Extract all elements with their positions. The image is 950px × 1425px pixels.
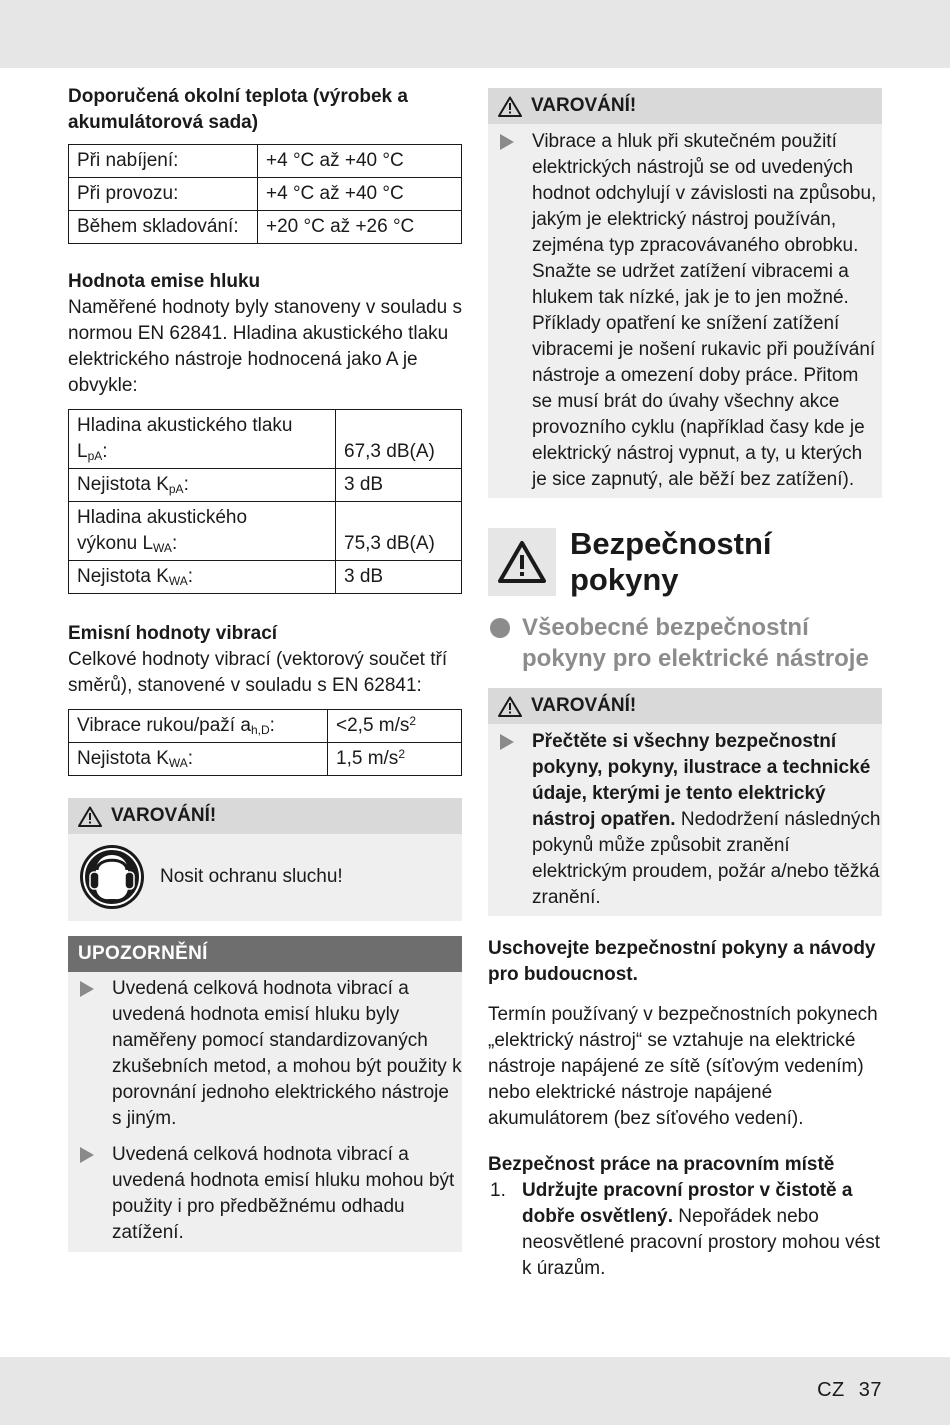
footer-language: CZ [817, 1379, 845, 1401]
table-cell-value: 1,5 $m/s^2$ [328, 743, 462, 776]
vibration-heading: Emisní hodnoty vibrací [68, 623, 278, 644]
vibration-warning-box [488, 88, 882, 498]
read-instructions-warning-box [488, 688, 882, 916]
warning-list [488, 724, 882, 911]
table-cell-label: Nejistota $K_{WA}$: [69, 561, 336, 594]
table-cell-value: 67,3 dB(A) [336, 410, 462, 469]
table-row [69, 502, 462, 561]
left-column [68, 84, 462, 1252]
table-row [69, 178, 462, 211]
workplace-heading: Bezpečnost práce na pracovním místě [488, 1154, 835, 1175]
triangle-bullet-icon [80, 981, 94, 997]
warning-title: VAROVÁNÍ! [531, 95, 637, 116]
page-footer [817, 1377, 882, 1403]
table-cell-value: 75,3 dB(A) [336, 502, 462, 561]
subsection-title: Všeobecné bezpečnostní pokyny pro elektrické nástroje [488, 612, 882, 674]
table-row [69, 561, 462, 594]
warning-triangle-icon [497, 540, 547, 584]
vibration-table [68, 709, 462, 776]
table-cell-value: +20 °C až +26 °C [258, 211, 462, 244]
vibration-text: Celkové hodnoty vibrací (vektorový součet tří směrů), stanovené v souladu s EN 62841: [68, 649, 448, 696]
noise-table [68, 409, 462, 594]
list-item: Přečtěte si všechny bezpečnostní pokyny, pokyny, ilustrace a technické údaje, kterými je tento elektrický nástroj opatřen. Nedodržení následných pokynů může způsobit zranění elektrickým proudem, požár a/nebo těžká zranění. [488, 729, 882, 911]
list-item: Vibrace a hluk při skutečném použití elektrických nástrojů se od uvedených hodnot odchylují v závislosti na způsobu, jakým je elektrický nástroj používán, zejména typ zpracovávaného obrobku. Snažte se udržet zatížení vibracemi a hlukem tak nízké, jak je to jen možné. Příklady opatření ke snížení zatížení vibracemi je nošení rukavic při používání nástroje a omezení doby práce. Přitom se musí brát do úvahy všechny akce provozního cyklu (například časy kde je elektrický nástroj vypnut, a ty, u kterých je sice zapnutý, ale běží bez zatížení). [488, 129, 882, 493]
warning-triangle-icon [498, 96, 522, 117]
table-cell-label: Hladina akustického výkonu $L_{WA}$: [69, 502, 336, 561]
table-cell-label: Při provozu: [69, 178, 258, 211]
table-cell-value: 3 dB [336, 561, 462, 594]
warning-triangle-icon [498, 696, 522, 717]
footer-band [0, 1357, 950, 1425]
table-cell-value: +4 °C až +40 °C [258, 145, 462, 178]
list-item: Uvedená celková hodnota vibrací a uvedená hodnota emisí hluku byly naměřeny pomocí standardizovaných zkušebních metod, a mohou být použity k porovnání jednoho elektrického nástroje s jiným. [68, 976, 462, 1132]
table-row [69, 469, 462, 502]
warning-title: VAROVÁNÍ! [111, 805, 217, 826]
table-row [69, 145, 462, 178]
warning-header [68, 798, 462, 834]
item-number: 1. [490, 1180, 506, 1201]
page-number: 37 [858, 1379, 882, 1401]
warning-list [488, 124, 882, 493]
numbered-item: 1. Udržujte pracovní prostor v čistotě a dobře osvětlený. Nepořádek nebo neosvětlené pracovní prostory mohou vést k úrazům. [490, 1180, 881, 1279]
table-cell-value: 3 dB [336, 469, 462, 502]
triangle-bullet-icon [80, 1147, 94, 1163]
hearing-warning-text: Nosit ochranu sluchu! [160, 866, 343, 887]
table-cell-label: Při nabíjení: [69, 145, 258, 178]
table-cell-label: Vibrace rukou/paží $a_{h,D}$: [69, 710, 328, 743]
table-row [69, 410, 462, 469]
table-row [69, 743, 462, 776]
triangle-bullet-icon [500, 734, 514, 750]
table-cell-label: Během skladování: [69, 211, 258, 244]
header-band [0, 0, 950, 68]
table-cell-label: Hladina akustického tlaku $L_{pA}$: [69, 410, 336, 469]
noise-heading: Hodnota emise hluku [68, 271, 261, 292]
section-title: Bezpečnostní pokyny [570, 526, 772, 597]
table-cell-value: <2,5 $m/s^2$ [328, 710, 462, 743]
bullet-dot-icon [490, 618, 510, 638]
section-header [488, 526, 882, 598]
keep-instructions-heading: Uschovejte bezpečnostní pokyny a návody pro budoucnost. [488, 938, 876, 985]
warning-header [488, 88, 882, 124]
list-item: Uvedená celková hodnota vibrací a uvedená hodnota emisí hluku mohou být použity i pro předběžnému odhadu zatížení. [68, 1142, 462, 1246]
notice-box [68, 936, 462, 1252]
hearing-warning-box [68, 798, 462, 921]
noise-text: Naměřené hodnoty byly stanoveny v souladu s normou EN 62841. Hladina akustického tlaku elektrického nástroje hodnocená jako A je obvykle: [68, 297, 462, 396]
table-cell-label: Nejistota $K_{pA}$: [69, 469, 336, 502]
notice-header: UPOZORNĚNÍ [68, 936, 462, 972]
warning-triangle-icon [78, 806, 102, 827]
triangle-bullet-icon [500, 134, 514, 150]
table-cell-label: Nejistota $K_{WA}$: [69, 743, 328, 776]
warning-title: VAROVÁNÍ! [531, 695, 637, 716]
table-cell-value: +4 °C až +40 °C [258, 178, 462, 211]
section-warning-icon-box [488, 528, 556, 596]
term-paragraph: Termín používaný v bezpečnostních pokynech „elektrický nástroj“ se vztahuje na elektrické nástroje napájené ze sítě (síťovým vedením) nebo elektrické nástroje napájené akumulátorem (bez síťového vedení). [488, 1004, 878, 1129]
temperature-table [68, 144, 462, 244]
hearing-protection-icon [78, 843, 146, 911]
right-column [488, 88, 882, 1282]
warning-header [488, 688, 882, 724]
temperature-heading: Doporučená okolní teplota (výrobek a akumulátorová sada) [68, 86, 408, 133]
notice-list [68, 972, 462, 1246]
table-row [69, 211, 462, 244]
table-row [69, 710, 462, 743]
